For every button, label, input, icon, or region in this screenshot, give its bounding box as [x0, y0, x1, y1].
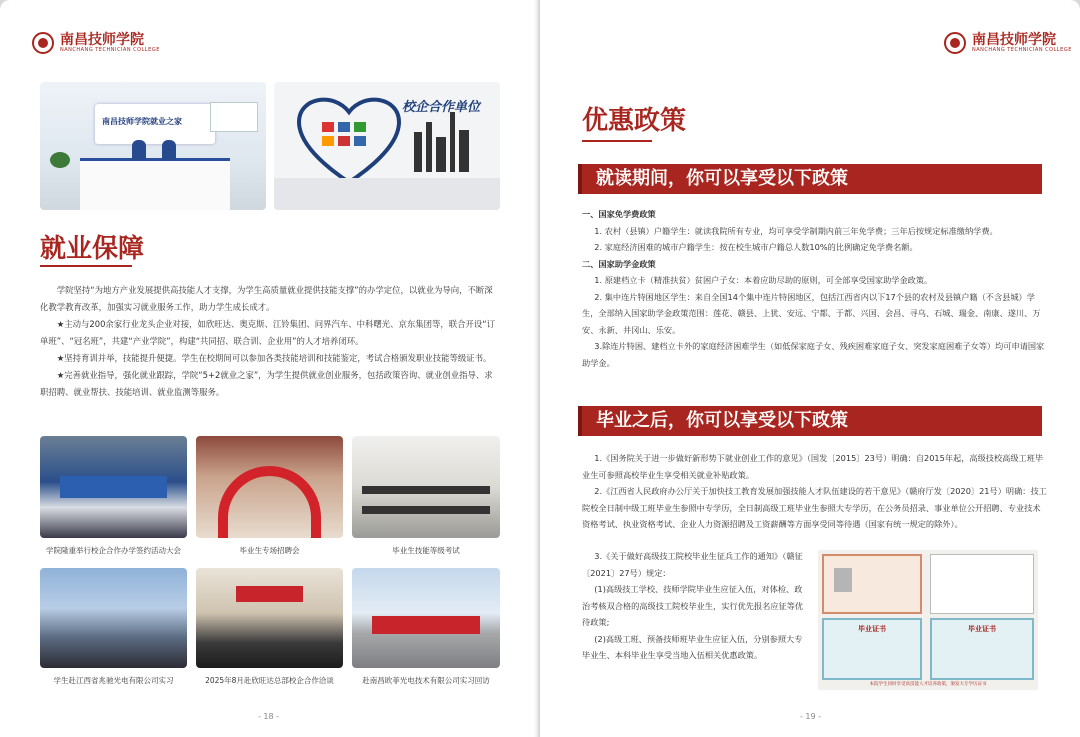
policy-item-hardship: 3.除连片特困、建档立卡外的家庭经济困难学生（如低保家庭子女、残疾困难家庭子女、突发家庭困难子女等）均可申请国家助学金。 [582, 341, 1045, 368]
page-number-right: - 19 - [800, 712, 822, 721]
school-seal-icon [944, 32, 966, 54]
title-underline [40, 265, 132, 267]
photo-partner-wall [274, 82, 500, 210]
left-page [0, 0, 537, 737]
school-logo-right [944, 32, 1072, 54]
certificate-label-2: 毕业证书 [968, 625, 996, 633]
policy-after-item-3b: (2)高级工班、预备技师班毕业生应征入伍，分别参照大专毕业生、本科毕业生享受当地入伍相关优惠政策。 [582, 633, 803, 660]
policy-item-regions: 2. 集中连片特困地区学生：来自全国14个集中连片特困地区，包括江西省内以下17个县的农村及县镇户籍（不含县城）学生，全部纳入国家助学金政策范围：莲花、赣县、上犹、安远、宁都、于都、兴国、会昌、寻乌、石城、瑞金、南康、遂川、万安、永新、井冈山、乐安。 [582, 291, 1041, 335]
photo-skill-exam [352, 436, 500, 538]
paragraph-partners: ★主动与200余家行业龙头企业对接，如欣旺达、奥克斯、江铃集团、问界汽车、中科曙光、京东集团等，联合开设“订单班”、“冠名班”，共建“产业学院”，构建“共同招、联合训、企业用”的人才培养闭环。 [40, 319, 496, 346]
policy-after-item-3a: (1)高级技工学校、技师学院毕业生应征入伍，对体检、政治考核双合格的高级技工院校毕业生，实行优先报名应征等优待政策; [582, 584, 804, 627]
school-name-en: NANCHANG TECHNICIAN COLLEGE [60, 47, 160, 53]
caption-job-fair: 毕业生专场招聘会 [239, 546, 300, 555]
caption-xinwangda-visit: 2025年8月赴欣旺达总部校企合作洽谈 [205, 676, 334, 685]
school-name: 南昌技师学院 [972, 32, 1056, 48]
certificate-image [818, 550, 1038, 690]
right-page-title: 优惠政策 [582, 106, 687, 136]
policy-heading-tuition: 一、国家免学费政策 [582, 209, 656, 219]
photo-sign-text: 南昌技师学院就业之家 [102, 117, 182, 126]
certificate-label: 毕业证书 [858, 625, 886, 633]
certificate-note: 本院学生同时享受高技能人才培养政策，颁发大专学历证书 [869, 682, 987, 687]
policy-item-rural: 1. 农村（县镇）户籍学生：就读我院所有专业，均可享受学制期内前三年免学费；三年后按规定标准缴纳学费。 [594, 225, 998, 236]
banner-after-graduation: 毕业之后，你可以享受以下政策 [582, 406, 1042, 436]
policy-after-graduation [582, 450, 1047, 533]
employment-text [40, 282, 500, 401]
photo-ofilm-visit [352, 568, 500, 668]
policy-after-item-3 [582, 548, 807, 664]
school-name-en: NANCHANG TECHNICIAN COLLEGE [972, 47, 1072, 53]
banner-during-study: 就读期间，你可以享受以下政策 [582, 164, 1042, 194]
photo-signing-ceremony [40, 436, 187, 538]
page-number-left: - 18 - [258, 712, 280, 721]
paragraph-intro: 学院坚持“为地方产业发展提供高技能人才支撑，为学生高质量就业提供技能支撑”的办学定位，以就业为导向，不断深化教学教育改革，加强实习就业服务工作，助力学生成长成才。 [40, 285, 493, 312]
photo-employment-home [40, 82, 266, 210]
photo-job-fair [196, 436, 343, 538]
paragraph-training: ★坚持育训并举，技能提升便捷。学生在校期间可以参加各类技能培训和技能鉴定，考试合格颁发职业技能等级证书。 [56, 353, 492, 363]
caption-internship-zhaochi: 学生赴江西省兆驰光电有限公司实习 [53, 676, 174, 685]
photo-sign-text-partner: 校企合作单位 [402, 100, 481, 115]
school-name: 南昌技师学院 [60, 32, 144, 48]
school-seal-icon [32, 32, 54, 54]
left-page-title: 就业保障 [40, 234, 145, 264]
caption-skill-exam: 毕业生技能等级考试 [392, 546, 460, 555]
paragraph-guidance: ★完善就业指导，强化就业跟踪，学院“5+2就业之家”，为学生提供就业创业服务，包括政策咨询、就业创业指导、求职招聘、就业帮扶、技能培训、就业监测等服务。 [40, 370, 493, 397]
school-logo [32, 32, 160, 54]
policy-after-item-3-head: 3.《关于做好高级技工院校毕业生征兵工作的通知》（赣征〔2021〕27号）规定： [582, 551, 803, 578]
photo-xinwangda-visit [196, 568, 343, 668]
policy-after-item-2: 2.《江西省人民政府办公厅关于加快技工教育发展加强技能人才队伍建设的若干意见》（赣府厅发〔2020〕21号）明确：技工院校全日制中级工班毕业生参照中专学历，全日制高级工班毕业生参照大专学历，在公务员招录、事业单位公开招聘、专业技术资格考试、执业资格考试、企业人力资源招聘及工资薪酬等方面享受同等待遇（国家有统一规定的除外）。 [582, 486, 1047, 529]
policy-heading-grant: 二、国家助学金政策 [582, 258, 656, 269]
policy-after-item-1: 1.《国务院关于进一步做好新形势下就业创业工作的意见》（国发〔2015〕23号）明确：自2015年起，高级技校高级工班毕业生可参照高校毕业生享受相关就业补贴政策。 [582, 453, 1044, 480]
policy-item-urban: 2. 家庭经济困难的城市户籍学生：按在校生城市户籍总人数10%的比例确定免学费名额。 [594, 242, 918, 252]
title-underline-right [582, 140, 652, 142]
policy-during-study [582, 206, 1047, 371]
policy-item-poverty: 1. 原建档立卡（精准扶贫）贫困户子女：本着应助尽助的原则，可全部享受国家助学金政策。 [594, 275, 933, 285]
photo-internship-zhaochi [40, 568, 187, 668]
caption-ofilm-visit: 赴南昌欧菲光电技术有限公司实习回访 [362, 676, 490, 685]
caption-signing-ceremony: 学院隆重举行校企合作办学签约活动大会 [46, 546, 181, 555]
